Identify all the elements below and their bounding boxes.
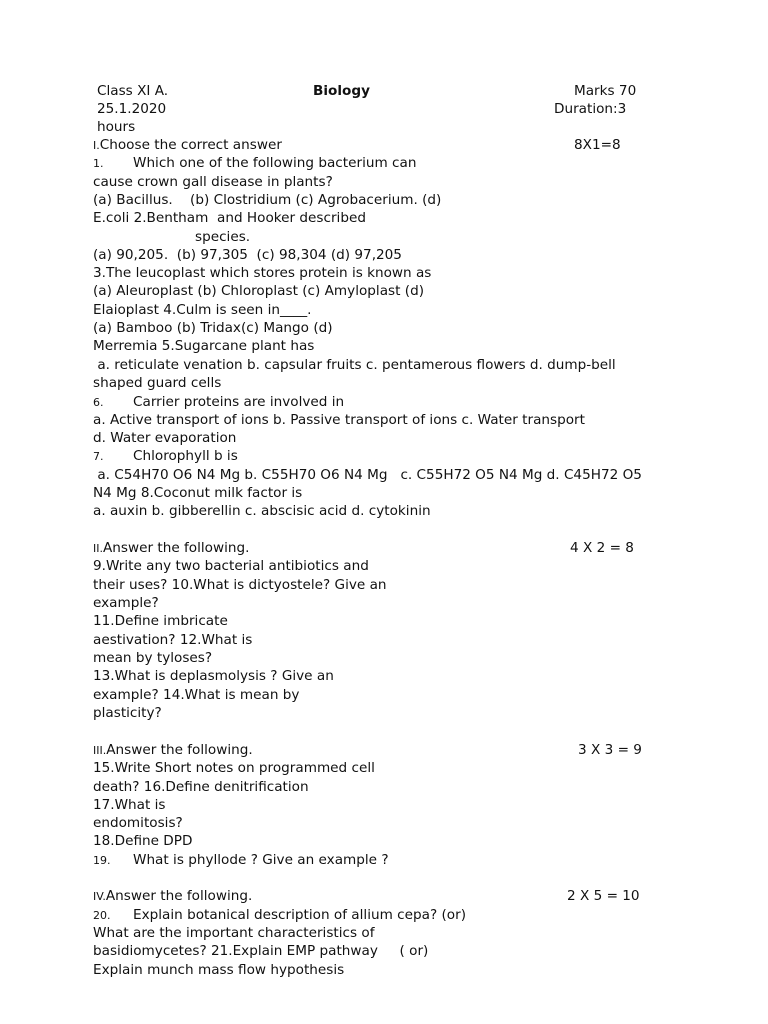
section-numeral: IV. (93, 890, 106, 903)
question-line: cause crown gall disease in plants? (93, 174, 333, 190)
total-marks: Marks 70 (574, 83, 637, 99)
question-line: species. (195, 229, 251, 245)
class-label: Class XI A. (97, 83, 169, 99)
question-line: E.coli 2.Bentham and Hooker described (93, 210, 366, 226)
question-line: a. Active transport of ions b. Passive transport of ions c. Water transport (93, 412, 585, 428)
question-line: What are the important characteristics of (93, 925, 375, 941)
question-line: 11.Define imbricate (93, 613, 228, 629)
question-line: example? 14.What is mean by (93, 687, 300, 703)
question-line: 9.Write any two bacterial antibiotics and (93, 558, 369, 574)
question-line: Elaioplast 4.Culm is seen in____. (93, 302, 312, 318)
section-heading (93, 741, 253, 760)
section-title: Answer the following. (103, 540, 250, 556)
section-title: Answer the following. (106, 742, 253, 758)
section-title: Choose the correct answer (99, 137, 282, 153)
question-line: death? 16.Define denitrification (93, 779, 309, 795)
question-line: 19. What is phyllode ? Give an example ? (93, 852, 389, 868)
question-line: d. Water evaporation (93, 430, 237, 446)
question-line: 6. Carrier proteins are involved in (93, 394, 345, 410)
section-heading (93, 136, 282, 155)
question-line: basidiomycetes? 21.Explain EMP pathway ( or) (93, 943, 429, 959)
question-line: Merremia 5.Sugarcane plant has (93, 338, 315, 354)
duration-cont: hours (97, 119, 136, 135)
question-line: a. auxin b. gibberellin c. abscisic acid d. cytokinin (93, 503, 431, 519)
question-line: aestivation? 12.What is (93, 632, 253, 648)
question-line: N4 Mg 8.Coconut milk factor is (93, 485, 303, 501)
question-line: (a) Bamboo (b) Tridax(c) Mango (d) (93, 320, 333, 336)
question-line: their uses? 10.What is dictyostele? Give an (93, 577, 387, 593)
section-title: Answer the following. (105, 888, 253, 904)
question-line: 17.What is (93, 797, 166, 813)
question-line: shaped guard cells (93, 375, 222, 391)
question-line: mean by tyloses? (93, 650, 213, 666)
section-heading (93, 539, 249, 558)
question-line: 1. Which one of the following bacterium can (93, 155, 417, 171)
question-line: Explain munch mass flow hypothesis (93, 962, 345, 978)
question-line: (a) Bacillus. (b) Clostridium (c) Agrobacerium. (d) (93, 192, 442, 208)
question-line: 13.What is deplasmolysis ? Give an (93, 668, 334, 684)
section-numeral: I. (93, 139, 100, 152)
question-line: 18.Define DPD (93, 833, 193, 849)
section-numeral: II. (93, 542, 103, 555)
duration: Duration:3 (554, 101, 627, 117)
question-line: 15.Write Short notes on programmed cell (93, 760, 375, 776)
question-line: (a) 90,205. (b) 97,305 (c) 98,304 (d) 97,205 (93, 247, 402, 263)
question-line: 3.The leucoplast which stores protein is known as (93, 265, 432, 281)
subject-title: Biology (313, 83, 370, 99)
question-line: plasticity? (93, 705, 162, 721)
question-line: example? (93, 595, 159, 611)
question-line: endomitosis? (93, 815, 183, 831)
question-line: (a) Aleuroplast (b) Chloroplast (c) Amyloplast (d) (93, 283, 425, 299)
section-marks: 2 X 5 = 10 (567, 888, 640, 904)
section-marks: 3 X 3 = 9 (578, 742, 642, 758)
question-line: a. C54H70 O6 N4 Mg b. C55H70 O6 N4 Mg c. C55H72 O5 N4 Mg d. C45H72 O5 (93, 467, 642, 483)
section-numeral: III. (93, 744, 107, 757)
question-line: 20. Explain botanical description of allium cepa? (or) (93, 907, 466, 923)
question-line: 7. Chlorophyll b is (93, 448, 238, 464)
exam-date: 25.1.2020 (97, 101, 167, 117)
section-heading (93, 887, 252, 906)
section-marks: 8X1=8 (574, 137, 621, 153)
question-line: a. reticulate venation b. capsular fruits c. pentamerous flowers d. dump-bell (93, 357, 616, 373)
section-marks: 4 X 2 = 8 (570, 540, 634, 556)
